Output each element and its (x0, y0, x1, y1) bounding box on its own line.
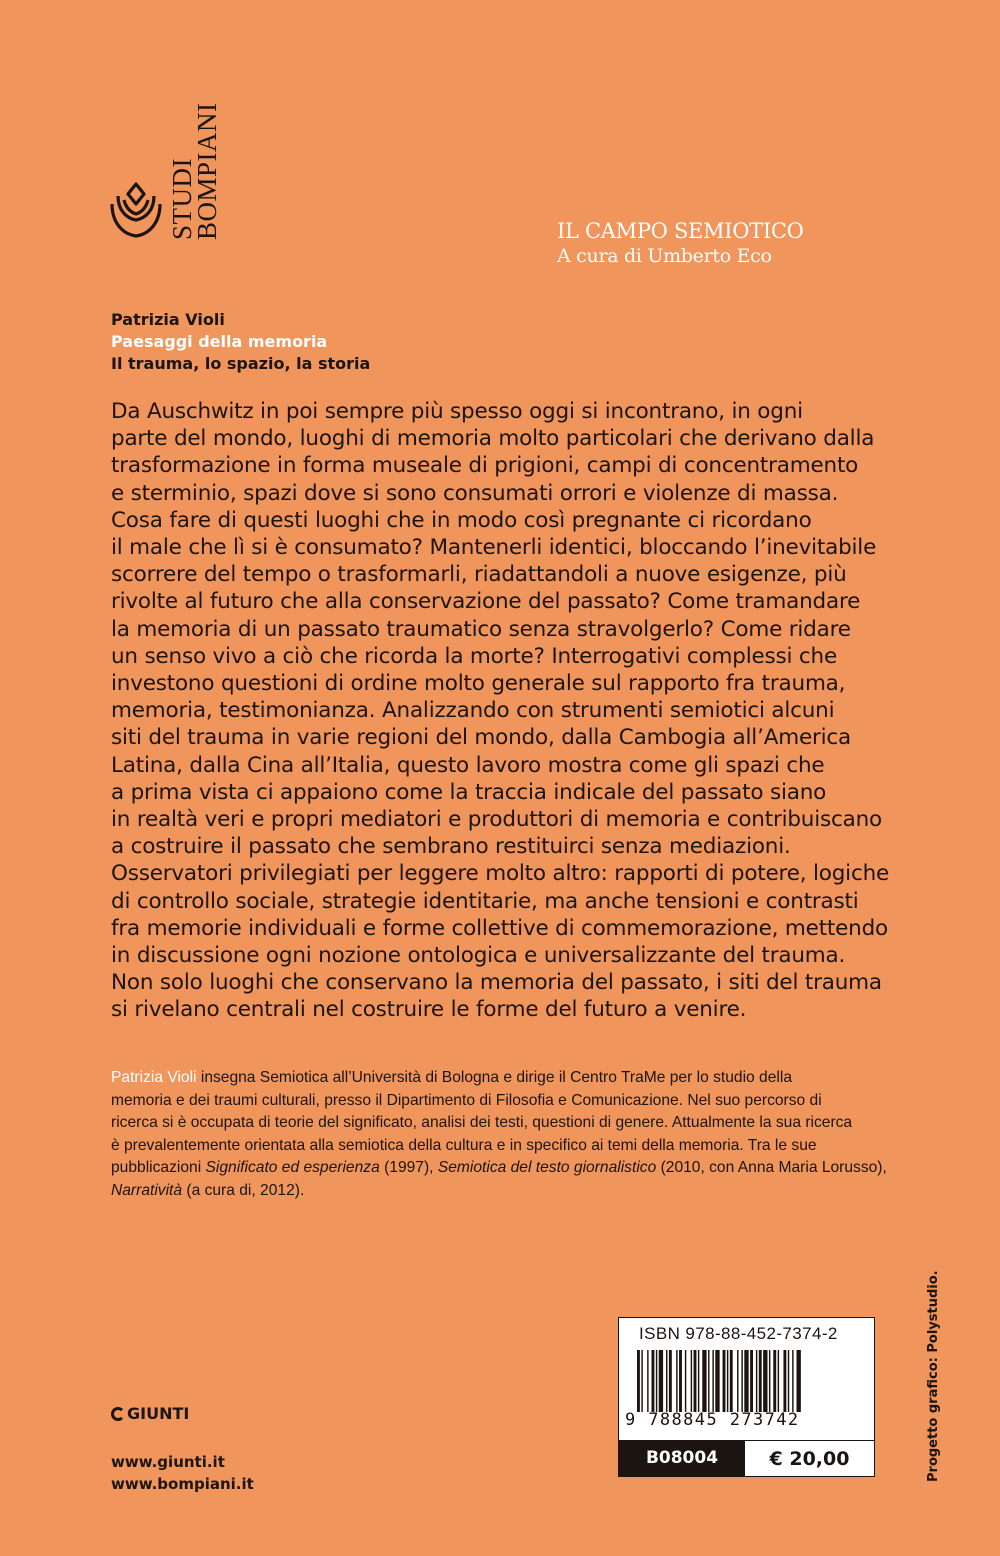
giunti-g-icon (111, 1407, 125, 1421)
bio-publication-title: Narratività (111, 1181, 183, 1199)
bio-line: memoria e dei traumi culturali, presso il Dipartimento di Filosofia e Comunicazione. Nel suo percorso di (111, 1091, 822, 1109)
blurb-line: scorrere del tempo o trasformarli, riadattandoli a nuove esigenze, più (111, 562, 847, 588)
bio-line (111, 1180, 901, 1203)
design-credit: Progetto grafico: Polystudio. (926, 1270, 941, 1482)
blurb-line: Da Auschwitz in poi sempre più spesso oggi si incontrano, in ogni (111, 399, 803, 424)
lotus-flower-icon (108, 178, 164, 248)
blurb-line: la memoria di un passato traumatico senza stravolgerlo? Come ridare (111, 616, 851, 642)
blurb-line: Non solo luoghi che conservano la memoria del passato, i siti del trauma (111, 970, 882, 996)
imprint-name (167, 90, 230, 240)
book-header (111, 309, 370, 375)
blurb-line: memoria, testimonianza. Analizzando con strumenti semiotici alcuni (111, 698, 835, 724)
bio-text: (1997), (379, 1159, 438, 1176)
book-title: Paesaggi della memoria (111, 332, 328, 351)
blurb-line: e sterminio, spazi dove si sono consumati orrori e violenze di massa. (111, 480, 839, 506)
blurb-line: fra memorie individuali e forme collettive di commemorazione, mettendo (111, 915, 889, 941)
bio-line (111, 1157, 901, 1180)
bio-text: (2010, con Anna Maria Lorusso), (656, 1159, 887, 1176)
author-bio (111, 1067, 901, 1202)
blurb-line: siti del trauma in varie regioni del mondo, dalla Cambogia all’America (111, 725, 851, 751)
website-link[interactable]: www.giunti.it (111, 1452, 225, 1471)
bio-text: (a cura di, 2012). (182, 1181, 305, 1199)
website-link[interactable]: www.bompiani.it (111, 1474, 254, 1493)
bio-publication-title: Semiotica del testo giornalistico (437, 1159, 657, 1176)
imprint-line2: BOMPIANI (192, 102, 222, 240)
blurb-line: il male che lì si è consumato? Mantenerli identici, bloccando l’inevitabile (111, 535, 877, 561)
bio-line: ricerca si è occupata di teorie del significato, analisi dei testi, questioni di genere. Attualmente la sua ricerca (111, 1114, 853, 1131)
series-editor: A cura di Umberto Eco (557, 245, 772, 267)
giunti-logo (111, 1404, 189, 1423)
blurb-line: di controllo sociale, strategie identitarie, ma anche tensioni e contrasti (111, 888, 859, 914)
series-title: IL CAMPO SEMIOTICO (557, 219, 804, 243)
imprint-line1: STUDI (167, 158, 197, 240)
blurb-line: parte del mondo, luoghi di memoria molto particolari che derivano dalla (111, 426, 875, 452)
bio-publication-title: Significato ed esperienza (205, 1159, 380, 1176)
blurb-text (111, 398, 911, 1024)
blurb-line: a prima vista ci appaiono come la traccia indicale del passato siano (111, 779, 827, 805)
giunti-logo-text: GIUNTI (127, 1404, 190, 1423)
blurb-line: Cosa fare di questi luoghi che in modo così pregnante ci ricordano (111, 507, 812, 533)
product-code: B08004 (619, 1440, 745, 1476)
blurb-line: in realtà veri e propri mediatori e produttori di memoria e contribuiscano (111, 807, 882, 833)
book-author: Patrizia Violi (111, 310, 225, 329)
blurb-line: in discussione ogni nozione ontologica e universalizzante del trauma. (111, 943, 846, 969)
bio-line (111, 1067, 901, 1090)
blurb-line: investono questioni di ordine molto generale sul rapporto fra trauma, (111, 671, 846, 697)
bio-author-name: Patrizia Violi (111, 1069, 197, 1086)
publisher-websites (111, 1451, 254, 1495)
blurb-line: Latina, dalla Cina all’Italia, questo lavoro mostra come gli spazi che (111, 752, 825, 778)
blurb-line: trasformazione in forma museale di prigioni, campi di concentramento (111, 453, 859, 479)
bio-line: è prevalentemente orientata alla semiotica della cultura e in specifico ai temi della memoria. Tra le sue (111, 1136, 817, 1154)
blurb-line: un senso vivo a ciò che ricorda la morte? Interrogativi complessi che (111, 643, 837, 669)
series-block (557, 218, 804, 268)
blurb-line: a costruire il passato che sembrano restituirci senza mediazioni. (111, 834, 791, 860)
barcode-box (618, 1317, 875, 1477)
bio-text: insegna Semiotica all’Università di Bologna e dirige il Centro TraMe per lo studio della (196, 1069, 792, 1086)
barcode-icon (637, 1350, 857, 1412)
blurb-line: si rivelano centrali nel costruire le forme del futuro a venire. (111, 997, 747, 1023)
isbn-label: ISBN 978-88-452-7374-2 (639, 1324, 838, 1343)
book-subtitle: Il trauma, lo spazio, la storia (111, 354, 371, 373)
ean-digits: 9 788845 273742 (625, 1410, 800, 1430)
price: € 20,00 (744, 1440, 874, 1476)
blurb-line: rivolte al futuro che alla conservazione del passato? Come tramandare (111, 589, 861, 615)
bio-text: pubblicazioni (111, 1159, 206, 1176)
publisher-block (111, 1404, 254, 1495)
blurb-line: Osservatori privilegiati per leggere molto altro: rapporti di potere, logiche (111, 861, 890, 887)
